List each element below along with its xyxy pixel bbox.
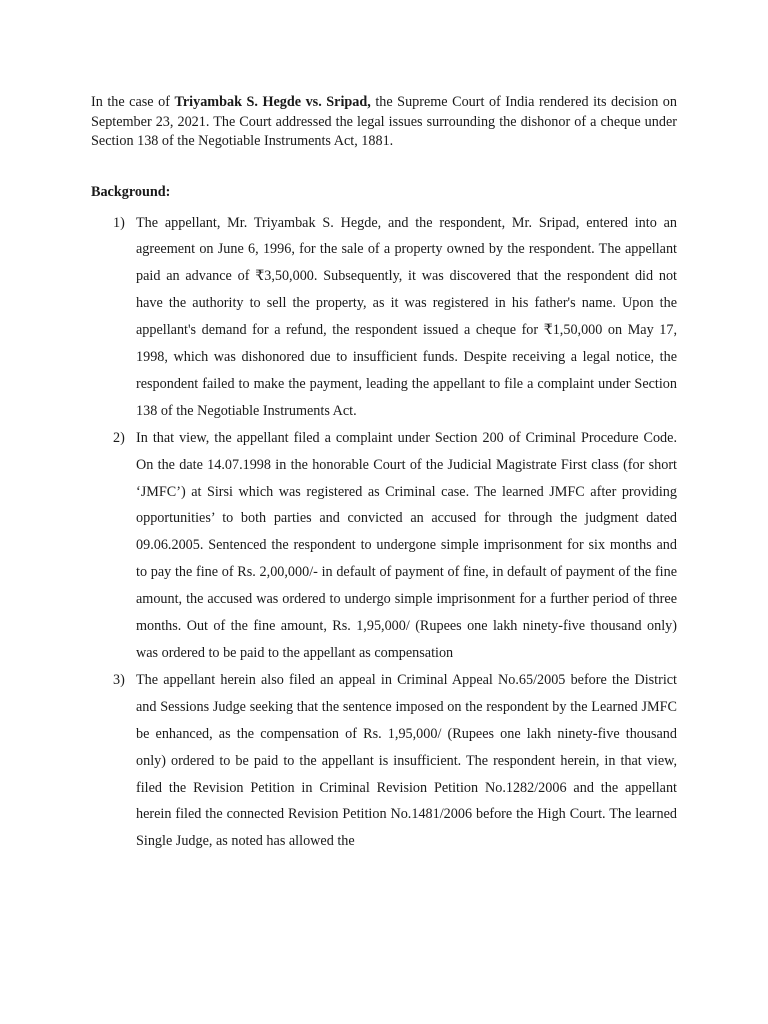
case-name: Triyambak S. Hegde vs. Sripad,: [174, 94, 371, 110]
list-item: [91, 667, 677, 855]
background-list: [91, 210, 677, 856]
list-item-number: 2): [113, 429, 125, 446]
list-item-text: The appellant, Mr. Triyambak S. Hegde, and the respondent, Mr. Sripad, entered into an agreement on June 6, 1996, for the sale of a property owned by the respondent. The appellant paid an advance of ₹3,50,000. Subsequently, it was discovered that the respondent did not have the authority to sell the property, as it was registered in his father's name. Upon the appellant's demand for a refund, the respondent issued a cheque for ₹1,50,000 on May 17, 1998, which was dishonored due to insufficient funds. Despite receiving a legal notice, the respondent failed to make the payment, leading the appellant to file a complaint under Section 138 of the Negotiable Instruments Act.: [136, 214, 677, 419]
intro-prefix: In the case of: [91, 94, 175, 110]
list-item-number: 1): [113, 214, 125, 231]
list-item-text: The appellant herein also filed an appeal in Criminal Appeal No.65/2005 before the District and Sessions Judge seeking that the sentence imposed on the respondent by the Learned JMFC be enhanced, as the compensation of Rs. 1,95,000/ (Rupees one lakh ninety-five thousand only) ordered to be paid to the appellant is insufficient. The respondent herein, in that view, filed the Revision Petition in Criminal Revision Petition No.1282/2006 and the appellant herein filed the connected Revision Petition No.1481/2006 before the High Court. The learned Single Judge, as noted has allowed the: [136, 671, 677, 850]
list-item: [91, 210, 677, 425]
list-item: [91, 425, 677, 667]
background-heading: Background:: [91, 183, 171, 200]
list-item-text: In that view, the appellant filed a complaint under Section 200 of Criminal Procedure Code. On the date 14.07.1998 in the honorable Court of the Judicial Magistrate First class (for short ‘JMFC’) at Sirsi which was registered as Criminal case. The learned JMFC after providing opportunities’ to both parties and convicted an accused for through the judgment dated 09.06.2005. Sentenced the respondent to undergone simple imprisonment for six months and to pay the fine of Rs. 2,00,000/- in default of payment of fine, in default of payment of the fine amount, the accused was ordered to undergo simple imprisonment for a further period of three months. Out of the fine amount, Rs. 1,95,000/ (Rupees one lakh ninety-five thousand only) was ordered to be paid to the appellant as compensation: [136, 429, 677, 661]
list-item-number: 3): [113, 671, 125, 688]
intro-paragraph: [91, 93, 677, 152]
intro-suffix: the Supreme Court of India rendered its decision on September 23, 2021. The Court addressed the legal issues surrounding the dishonor of a cheque under Section 138 of the Negotiable Instruments Act, 1881.: [91, 94, 677, 149]
document-page: [91, 93, 677, 855]
